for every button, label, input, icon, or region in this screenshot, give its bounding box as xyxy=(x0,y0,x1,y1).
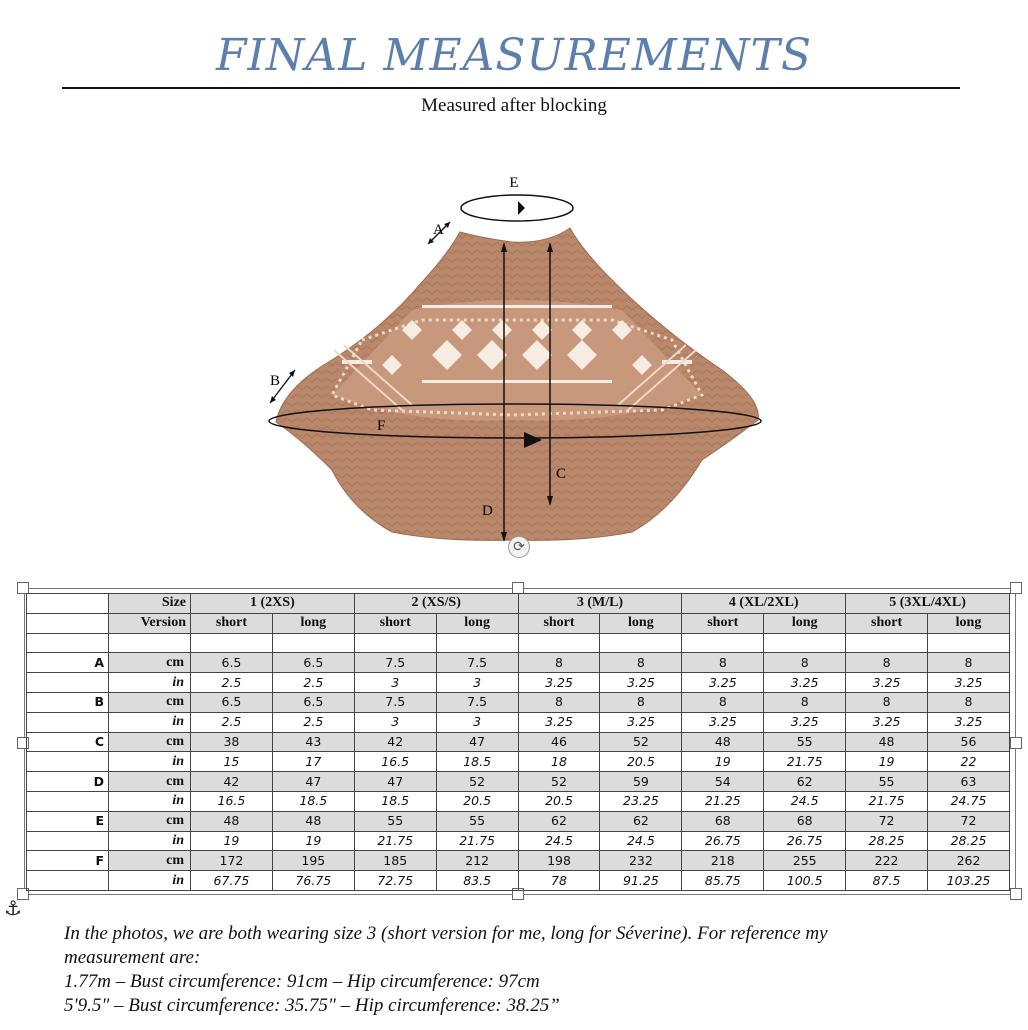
table-cell: 19 xyxy=(846,752,928,772)
label-c: C xyxy=(556,466,567,482)
label-f: F xyxy=(377,418,386,434)
table-cell: 3.25 xyxy=(600,712,682,732)
table-row xyxy=(27,811,1010,831)
table-cell: 48 xyxy=(191,811,273,831)
size-header: 1 (2XS) xyxy=(191,594,355,614)
table-cell: 55 xyxy=(354,811,436,831)
resize-handle-tr[interactable] xyxy=(1010,582,1022,594)
header-size-row xyxy=(27,594,1010,614)
table-cell: 3.25 xyxy=(682,712,764,732)
unit-in: in xyxy=(109,791,191,811)
table-cell: 19 xyxy=(272,831,354,851)
table-cell: 8 xyxy=(764,692,846,712)
table-cell: 16.5 xyxy=(354,752,436,772)
table-cell: 19 xyxy=(191,831,273,851)
table-cell: 3 xyxy=(436,673,518,693)
table-cell: 24.75 xyxy=(928,791,1010,811)
measurements-table-body xyxy=(27,594,1010,891)
empty-cell xyxy=(27,871,109,891)
version-header: short xyxy=(846,613,928,633)
unit-in: in xyxy=(109,673,191,693)
table-cell: 54 xyxy=(682,772,764,792)
table-cell: 52 xyxy=(600,732,682,752)
table-cell: 8 xyxy=(518,653,600,673)
table-row xyxy=(27,712,1010,732)
empty-cell xyxy=(846,633,928,653)
table-cell: 3.25 xyxy=(764,712,846,732)
table-cell: 47 xyxy=(272,772,354,792)
table-cell: 62 xyxy=(764,772,846,792)
table-cell: 56 xyxy=(928,732,1010,752)
version-header: short xyxy=(518,613,600,633)
measure-letter: B xyxy=(27,692,109,712)
table-cell: 78 xyxy=(518,871,600,891)
table-cell: 48 xyxy=(682,732,764,752)
measure-letter: C xyxy=(27,732,109,752)
measure-e-ellipse xyxy=(461,195,573,221)
note-line: measurement are: xyxy=(64,947,201,968)
resize-handle-br[interactable] xyxy=(1010,888,1022,900)
version-header: short xyxy=(682,613,764,633)
table-cell: 7.5 xyxy=(436,653,518,673)
table-cell: 218 xyxy=(682,851,764,871)
empty-cell xyxy=(27,613,109,633)
table-row xyxy=(27,851,1010,871)
table-cell: 16.5 xyxy=(191,791,273,811)
empty-cell xyxy=(682,633,764,653)
unit-cm: cm xyxy=(109,653,191,673)
table-row xyxy=(27,752,1010,772)
empty-cell xyxy=(764,633,846,653)
table-cell: 26.75 xyxy=(764,831,846,851)
table-cell: 3.25 xyxy=(928,712,1010,732)
table-cell: 21.75 xyxy=(764,752,846,772)
table-cell: 26.75 xyxy=(682,831,764,851)
table-cell: 2.5 xyxy=(272,712,354,732)
table-cell: 72.75 xyxy=(354,871,436,891)
measure-letter: E xyxy=(27,811,109,831)
sweater-diagram[interactable] xyxy=(262,170,768,560)
table-cell: 172 xyxy=(191,851,273,871)
empty-cell xyxy=(27,712,109,732)
table-row xyxy=(27,673,1010,693)
unit-in: in xyxy=(109,752,191,772)
unit-cm: cm xyxy=(109,851,191,871)
table-cell: 24.5 xyxy=(764,791,846,811)
table-cell: 232 xyxy=(600,851,682,871)
table-cell: 7.5 xyxy=(436,692,518,712)
label-d: D xyxy=(482,503,493,519)
empty-cell xyxy=(109,633,191,653)
table-cell: 3 xyxy=(436,712,518,732)
table-cell: 68 xyxy=(682,811,764,831)
size-header: 2 (XS/S) xyxy=(354,594,518,614)
notes xyxy=(64,922,984,1018)
empty-cell xyxy=(27,831,109,851)
table-cell: 6.5 xyxy=(272,692,354,712)
table-cell: 8 xyxy=(846,653,928,673)
unit-cm: cm xyxy=(109,692,191,712)
unit-cm: cm xyxy=(109,732,191,752)
table-cell: 62 xyxy=(600,811,682,831)
table-cell: 18.5 xyxy=(354,791,436,811)
unit-in: in xyxy=(109,712,191,732)
table-cell: 8 xyxy=(928,653,1010,673)
note-line: In the photos, we are both wearing size 3 (short version for me, long for Séverine). For reference my xyxy=(64,923,828,944)
table-cell: 21.75 xyxy=(436,831,518,851)
table-cell: 7.5 xyxy=(354,653,436,673)
table-cell: 24.5 xyxy=(600,831,682,851)
empty-cell xyxy=(600,633,682,653)
table-cell: 262 xyxy=(928,851,1010,871)
page-subtitle: Measured after blocking xyxy=(421,95,607,116)
table-cell: 21.75 xyxy=(354,831,436,851)
table-cell: 18.5 xyxy=(272,791,354,811)
empty-cell xyxy=(272,633,354,653)
table-cell: 3.25 xyxy=(682,673,764,693)
table-cell: 2.5 xyxy=(191,712,273,732)
table-cell: 18.5 xyxy=(436,752,518,772)
table-cell: 3.25 xyxy=(928,673,1010,693)
table-cell: 100.5 xyxy=(764,871,846,891)
table-cell: 15 xyxy=(191,752,273,772)
label-a: A xyxy=(433,222,444,238)
table-cell: 21.25 xyxy=(682,791,764,811)
size-label: Size xyxy=(109,594,191,614)
table-cell: 68 xyxy=(764,811,846,831)
table-cell: 8 xyxy=(518,692,600,712)
version-header: long xyxy=(928,613,1010,633)
table-cell: 222 xyxy=(846,851,928,871)
version-header: long xyxy=(272,613,354,633)
table-cell: 212 xyxy=(436,851,518,871)
table-cell: 3.25 xyxy=(846,712,928,732)
table-cell: 59 xyxy=(600,772,682,792)
table-cell: 7.5 xyxy=(354,692,436,712)
unit-cm: cm xyxy=(109,772,191,792)
table-cell: 255 xyxy=(764,851,846,871)
empty-cell xyxy=(436,633,518,653)
empty-cell xyxy=(354,633,436,653)
table-cell: 3.25 xyxy=(764,673,846,693)
table-cell: 20.5 xyxy=(436,791,518,811)
table-cell: 6.5 xyxy=(191,653,273,673)
table-cell: 198 xyxy=(518,851,600,871)
table-cell: 76.75 xyxy=(272,871,354,891)
table-cell: 17 xyxy=(272,752,354,772)
header-version-row xyxy=(27,613,1010,633)
table-cell: 3 xyxy=(354,673,436,693)
table-cell: 3.25 xyxy=(518,673,600,693)
table-cell: 52 xyxy=(436,772,518,792)
anchor-icon[interactable]: ⚓ xyxy=(4,896,22,920)
table-cell: 46 xyxy=(518,732,600,752)
table-cell: 3.25 xyxy=(846,673,928,693)
empty-cell xyxy=(191,633,273,653)
unit-cm: cm xyxy=(109,811,191,831)
measure-letter: F xyxy=(27,851,109,871)
table-row xyxy=(27,772,1010,792)
table-cell: 55 xyxy=(764,732,846,752)
unit-in: in xyxy=(109,831,191,851)
note-line: 1.77m – Bust circumference: 91cm – Hip circumference: 97cm xyxy=(64,971,540,992)
table-row xyxy=(27,732,1010,752)
version-header: short xyxy=(354,613,436,633)
table-cell: 72 xyxy=(928,811,1010,831)
table-cell: 6.5 xyxy=(272,653,354,673)
table-cell: 20.5 xyxy=(600,752,682,772)
table-cell: 195 xyxy=(272,851,354,871)
table-cell: 8 xyxy=(682,653,764,673)
table-cell: 85.75 xyxy=(682,871,764,891)
measure-letter: D xyxy=(27,772,109,792)
size-header: 5 (3XL/4XL) xyxy=(846,594,1010,614)
empty-cell xyxy=(27,673,109,693)
note-line: 5'9.5" – Bust circumference: 35.75" – Hip circumference: 38.25” xyxy=(64,995,560,1016)
table-cell: 8 xyxy=(764,653,846,673)
version-header: long xyxy=(764,613,846,633)
table-cell: 63 xyxy=(928,772,1010,792)
table-cell: 8 xyxy=(600,653,682,673)
table-cell: 47 xyxy=(354,772,436,792)
table-cell: 67.75 xyxy=(191,871,273,891)
empty-cell xyxy=(27,633,109,653)
table-cell: 91.25 xyxy=(600,871,682,891)
label-e: E xyxy=(509,175,519,191)
measure-letter: A xyxy=(27,653,109,673)
table-cell: 83.5 xyxy=(436,871,518,891)
version-header: long xyxy=(436,613,518,633)
table-cell: 28.25 xyxy=(846,831,928,851)
table-row xyxy=(27,791,1010,811)
resize-handle-mr[interactable] xyxy=(1010,737,1022,749)
table-cell: 42 xyxy=(191,772,273,792)
empty-cell xyxy=(27,594,109,614)
empty-cell xyxy=(27,791,109,811)
table-cell: 8 xyxy=(600,692,682,712)
page-title: FINAL MEASUREMENTS xyxy=(216,30,812,81)
table-cell: 2.5 xyxy=(272,673,354,693)
table-cell: 8 xyxy=(846,692,928,712)
table-cell: 21.75 xyxy=(846,791,928,811)
table-cell: 52 xyxy=(518,772,600,792)
unit-in: in xyxy=(109,871,191,891)
table-cell: 48 xyxy=(272,811,354,831)
table-cell: 3 xyxy=(354,712,436,732)
sweater-illustration xyxy=(262,170,768,560)
size-header: 4 (XL/2XL) xyxy=(682,594,846,614)
table-cell: 42 xyxy=(354,732,436,752)
table-cell: 47 xyxy=(436,732,518,752)
table-cell: 2.5 xyxy=(191,673,273,693)
table-row xyxy=(27,692,1010,712)
table-row xyxy=(27,831,1010,851)
table-cell: 20.5 xyxy=(518,791,600,811)
table-cell: 8 xyxy=(682,692,764,712)
table-cell: 6.5 xyxy=(191,692,273,712)
table-cell: 185 xyxy=(354,851,436,871)
measurements-table[interactable] xyxy=(26,593,1010,891)
label-b: B xyxy=(270,373,281,389)
table-cell: 8 xyxy=(928,692,1010,712)
version-header: long xyxy=(600,613,682,633)
table-cell: 55 xyxy=(846,772,928,792)
empty-cell xyxy=(928,633,1010,653)
table-row xyxy=(27,871,1010,891)
table-cell: 18 xyxy=(518,752,600,772)
table-cell: 38 xyxy=(191,732,273,752)
table-cell: 3.25 xyxy=(600,673,682,693)
table-cell: 28.25 xyxy=(928,831,1010,851)
table-cell: 103.25 xyxy=(928,871,1010,891)
size-header: 3 (M/L) xyxy=(518,594,682,614)
title-divider xyxy=(62,87,960,89)
rotate-icon[interactable]: ⟳ xyxy=(508,536,530,558)
table-cell: 19 xyxy=(682,752,764,772)
version-label: Version xyxy=(109,613,191,633)
table-cell: 87.5 xyxy=(846,871,928,891)
table-cell: 43 xyxy=(272,732,354,752)
table-row xyxy=(27,653,1010,673)
spacer-row xyxy=(27,633,1010,653)
table-cell: 62 xyxy=(518,811,600,831)
empty-cell xyxy=(27,752,109,772)
table-cell: 24.5 xyxy=(518,831,600,851)
version-header: short xyxy=(191,613,273,633)
table-cell: 55 xyxy=(436,811,518,831)
table-cell: 72 xyxy=(846,811,928,831)
table-cell: 3.25 xyxy=(518,712,600,732)
empty-cell xyxy=(518,633,600,653)
table-cell: 23.25 xyxy=(600,791,682,811)
table-cell: 48 xyxy=(846,732,928,752)
table-cell: 22 xyxy=(928,752,1010,772)
